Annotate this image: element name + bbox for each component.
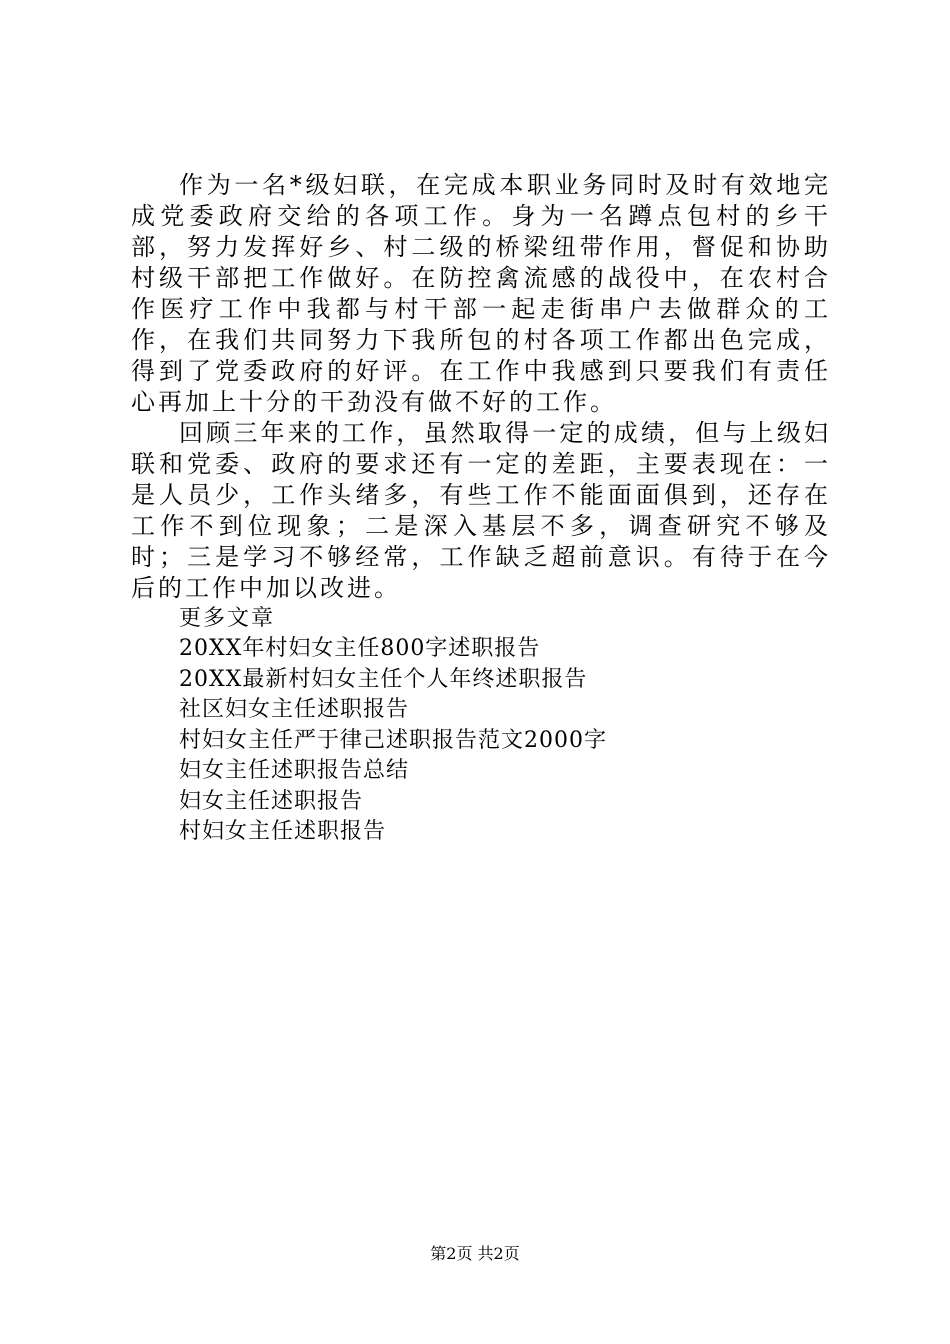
more-article-link-2[interactable]: 20XX最新村妇女主任个人年终述职报告 [179,666,588,692]
more-article-link-4[interactable]: 村妇女主任严于律己述职报告范文2000字 [179,727,607,753]
more-article-link-1[interactable]: 20XX年村妇女主任800字述职报告 [179,636,541,661]
more-articles-heading: 更多文章 [179,606,276,631]
body-paragraph-2: 回顾三年来的工作，虽然取得一定的成绩，但与上级妇联和党委、政府的要求还有一定的差距，主要表现在：一是人员少，工作头绪多，有些工作不能面面俱到，还存在工作不到位现象；二是深入基层不多，调查研究不够及时；三是学习不够经常，工作缺乏超前意识。有待于在今后的工作中加以改进。 [131,419,831,602]
more-article-link-3[interactable]: 社区妇女主任述职报告 [179,697,410,722]
more-article-link-6[interactable]: 妇女主任述职报告 [179,788,364,814]
more-article-link-7[interactable]: 村妇女主任述职报告 [179,819,387,844]
body-paragraph-1: 作为一名*级妇联，在完成本职业务同时及时有效地完成党委政府交给的各项工作。身为一名蹲点包村的乡干部，努力发挥好乡、村二级的桥梁纽带作用，督促和协助村级干部把工作做好。在防控禽流感的战役中，在农村合作医疗工作中我都与村干部一起走街串户去做群众的工作，在我们共同努力下我所包的村各项工作都出色完成，得到了党委政府的好评。在工作中我感到只要我们有责任心再加上十分的干劲没有做不好的工作。 [131,171,831,416]
more-article-link-5[interactable]: 妇女主任述职报告总结 [179,758,410,783]
more-articles-list [131,634,831,848]
document-body [131,170,831,848]
page-number-footer: 第2页 共2页 [430,1244,520,1263]
